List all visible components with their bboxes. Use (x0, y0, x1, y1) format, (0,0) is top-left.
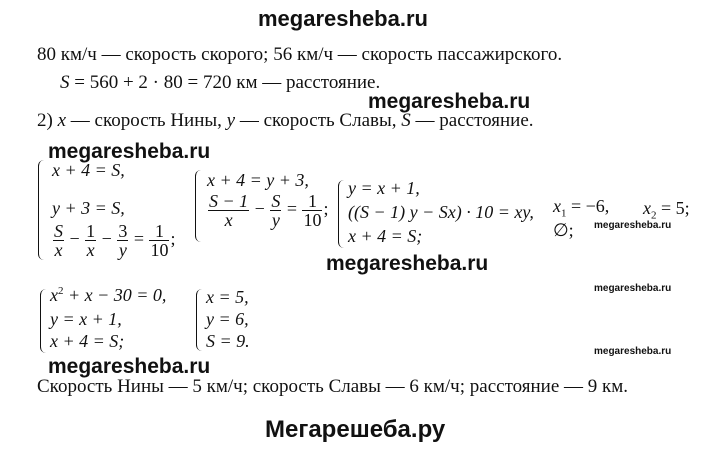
frac-den: 10 (303, 210, 322, 230)
system-2-row-1: x + 4 = y + 3, (207, 170, 309, 190)
task-2-text-3: — расстояние. (410, 110, 534, 131)
root-sub: 2 (651, 209, 657, 222)
fraction (302, 192, 322, 229)
watermark-1: megaresheba.ru (368, 90, 531, 113)
root-x1 (553, 196, 609, 220)
system-5-row-2: y = 6, (206, 309, 249, 329)
fraction (208, 192, 249, 229)
op: = (129, 228, 149, 249)
system-2-row-2 (207, 192, 328, 229)
brace-4 (40, 289, 49, 353)
term: + x − 30 = 0, (63, 285, 167, 305)
footer-brand: Мегарешеба.ру (265, 416, 446, 443)
task-2-statement (37, 110, 534, 132)
root-x2 (643, 198, 690, 222)
frac-num: 1 (302, 192, 322, 211)
answer-line: Скорость Нины — 5 км/ч; скорость Славы — 6 км/ч; расстояние — 9 км. (37, 376, 629, 397)
frac-den: x (86, 240, 95, 260)
frac-num: S (54, 221, 63, 241)
header-watermark: megaresheba.ru (258, 6, 428, 31)
fraction (270, 192, 281, 229)
frac-den: y (271, 210, 280, 230)
root-var: x (643, 198, 651, 218)
var-y: y (226, 110, 236, 131)
frac-num: S − 1 (209, 191, 249, 211)
system-3-row-3: x + 4 = S; (348, 226, 423, 246)
system-4-row-2: y = x + 1, (50, 309, 122, 329)
system-5 (196, 285, 276, 355)
system-1 (38, 158, 188, 264)
frac-num: 3 (118, 221, 128, 241)
var-x: x (57, 110, 67, 131)
brace-1 (38, 160, 47, 260)
op: ; (323, 198, 329, 219)
watermark-4: megaresheba.ru (48, 355, 211, 378)
watermark-small-2: megaresheba.ru (594, 283, 672, 294)
frac-den: y (118, 240, 127, 260)
text-line-speeds: 80 км/ч — скорость скорого; 56 км/ч — скорость пассажирского. (37, 44, 563, 65)
root-value: = 5; (656, 198, 690, 218)
system-3-row-1: y = x + 1, (348, 178, 420, 198)
watermark-small-3: megaresheba.ru (594, 346, 672, 357)
empty-set-symbol: ∅; (553, 220, 574, 240)
op: − (65, 228, 85, 249)
system-1-row-2: y + 3 = S, (52, 198, 125, 218)
watermark-small-1: megaresheba.ru (594, 220, 672, 231)
system-1-row-3 (52, 222, 175, 259)
fraction (85, 222, 96, 259)
system-2 (195, 170, 335, 246)
system-3-row-2: ((S − 1) y − Sx) · 10 = xy, (348, 202, 534, 222)
frac-den: 10 (150, 240, 169, 260)
brace-2 (195, 170, 204, 242)
frac-num: 1 (86, 221, 96, 241)
var-s2: S (401, 110, 411, 131)
op: − (97, 228, 117, 249)
frac-num: S (271, 191, 281, 211)
task-number: 2) (37, 110, 58, 131)
term: x (50, 285, 58, 305)
task-2-text-1: — скорость Нины, (66, 110, 227, 131)
task-2-text-2: — скорость Славы, (235, 110, 402, 131)
brace-5 (196, 289, 205, 351)
frac-den: x (224, 210, 233, 230)
watermark-2: megaresheba.ru (48, 140, 211, 163)
fraction (117, 222, 128, 259)
system-1-row-1: x + 4 = S, (52, 160, 125, 180)
watermark-3: megaresheba.ru (326, 252, 489, 275)
fraction (149, 222, 169, 259)
root-value: = −6, (566, 196, 610, 216)
system-5-row-1: x = 5, (206, 287, 249, 307)
system-5-row-3: S = 9. (206, 331, 250, 351)
system-4 (40, 285, 200, 355)
system-4-row-1 (50, 285, 166, 306)
var-s: S (60, 72, 70, 93)
frac-num: 1 (149, 222, 169, 241)
system-4-row-3: x + 4 = S; (50, 331, 125, 351)
brace-3 (338, 180, 347, 248)
distance-expr: = 560 + 2 · 80 = 720 км — расстояние. (69, 72, 381, 93)
op: − (250, 198, 270, 219)
system-3 (338, 176, 548, 252)
text-line-distance (60, 72, 380, 94)
frac-den: x (54, 240, 63, 260)
fraction (53, 222, 64, 259)
root-var: x (553, 196, 561, 216)
root-sub: 1 (561, 207, 567, 220)
op: = (282, 198, 302, 219)
exponent: 2 (58, 285, 64, 297)
op: ; (170, 228, 176, 249)
